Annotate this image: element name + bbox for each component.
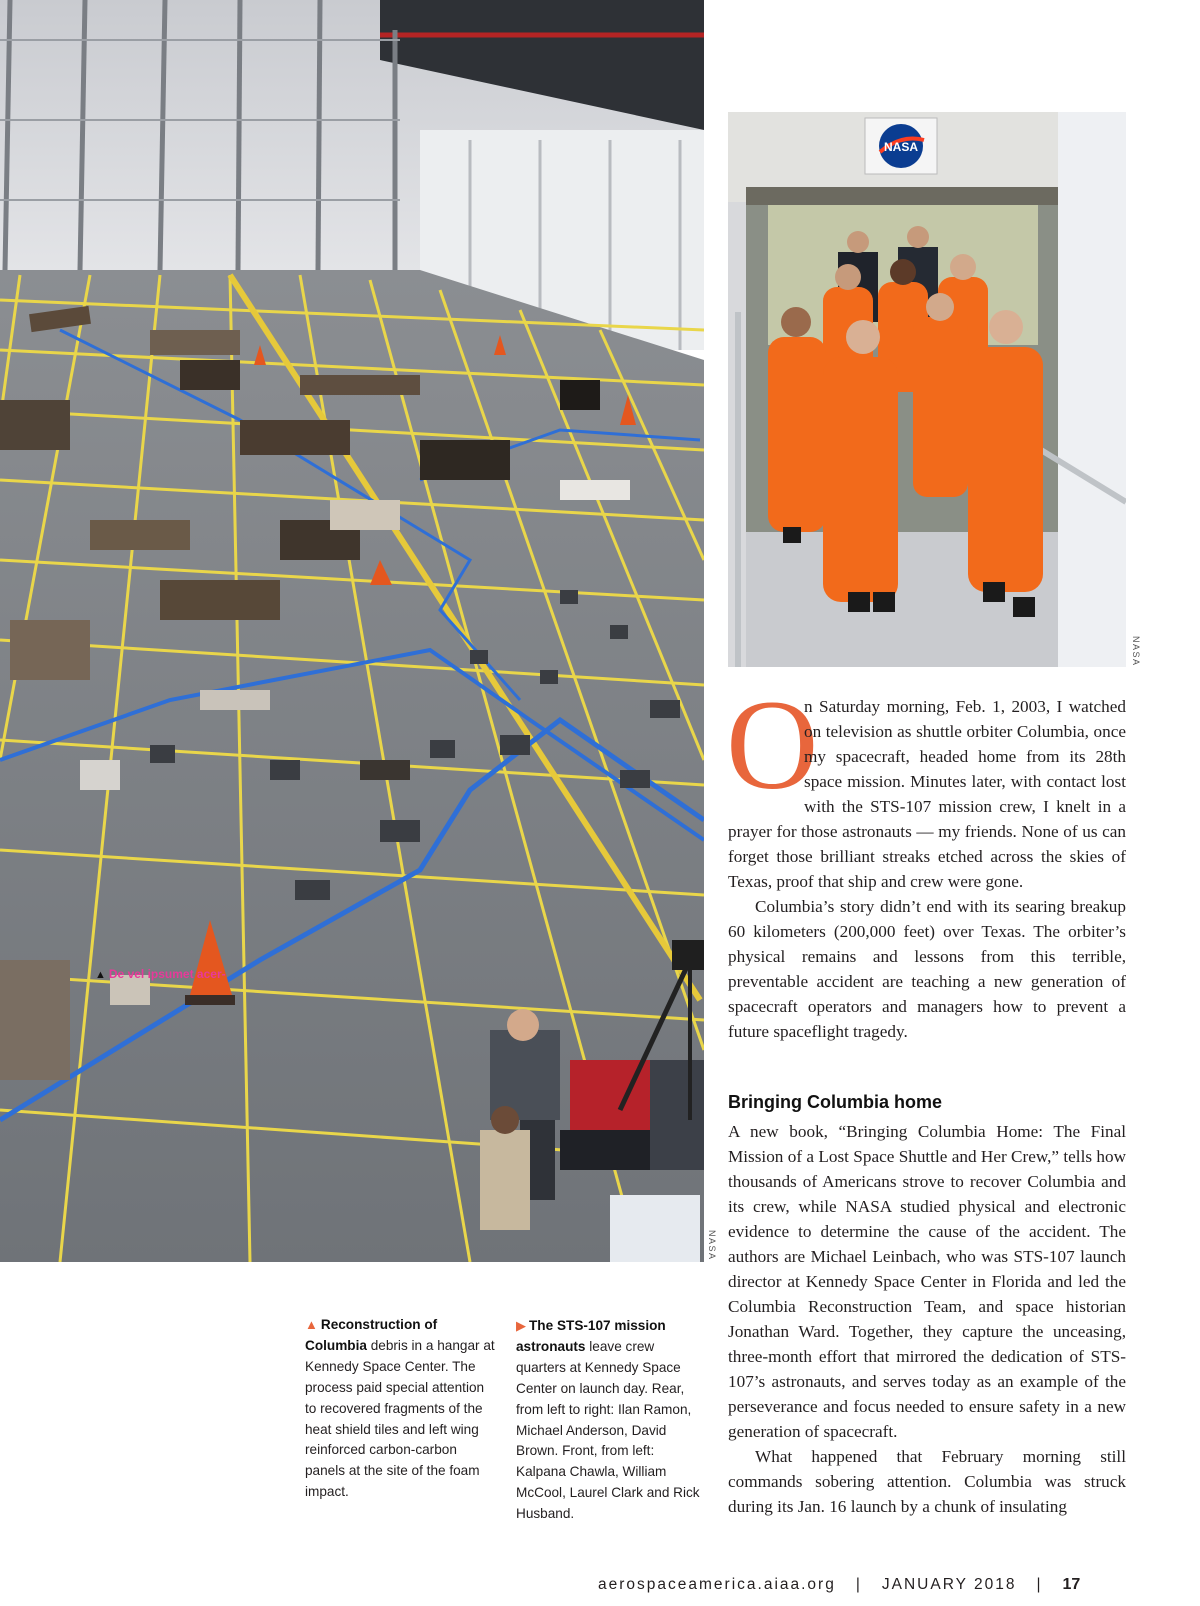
page-number: 17 — [1062, 1576, 1081, 1593]
crew-caption-bold: The STS-107 mission astronauts — [516, 1318, 666, 1354]
crew-photo — [728, 112, 1126, 667]
final-paragraph: What happened that February morning still commands sobering attention. Columbia was struck during its Jan. 16 launch by a chunk of insulating — [728, 1447, 1126, 1516]
triangle-icon: ▲ — [95, 969, 106, 981]
crew-scene — [728, 112, 1126, 667]
caption-right-triangle-icon: ▶ — [516, 1318, 526, 1333]
nasa-logo — [865, 118, 937, 174]
hangar-caption-bold: Reconstruction of Columbia — [305, 1317, 438, 1353]
page-footer — [598, 1576, 1080, 1594]
hangar-scene — [0, 0, 704, 1262]
footer-separator: | — [855, 1576, 862, 1593]
footer-separator: | — [1036, 1576, 1043, 1593]
article-body — [728, 1119, 1126, 1519]
hangar-caption-text: debris in a hangar at Kennedy Space Center. The process paid special attention to recovered fragments of the heat shield tiles and left wing reinforced carbon-carbon panels at the site of the foam impact. — [305, 1337, 495, 1500]
footer-date: JANUARY 2018 — [881, 1576, 1017, 1593]
caption-up-triangle-icon: ▲ — [305, 1317, 318, 1332]
crew-photo-credit: NASA — [1131, 636, 1141, 667]
hangar-debris-photo — [0, 0, 704, 1262]
nasa-logo-text: NASA — [883, 140, 919, 154]
second-paragraph: Columbia’s story didn’t end with its searing breakup 60 kilometers (200,000 feet) over Texas. The orbiter’s physical remains and lessons from this terrible, preventable accident are teaching a new generation of spacecraft operators and managers how to prevent a future spaceflight tragedy. — [728, 897, 1126, 1041]
intro-paragraph: n Saturday morning, Feb. 1, 2003, I watched on television as shuttle orbiter Columbia, once my spacecraft, headed home from its 28th space mission. Minutes later, with contact lost with the STS-107 mission crew, I knelt in a prayer for those astronauts — my friends. None of us can forget those brilliant streaks etched across the skies of Texas, proof that ship and crew were gone. — [728, 697, 1126, 891]
hangar-photo-credit: NASA — [707, 1230, 717, 1261]
crew-caption — [516, 1316, 706, 1525]
stray-placeholder-label — [95, 967, 226, 981]
article-intro — [726, 674, 1126, 1044]
hangar-caption — [305, 1315, 495, 1503]
stray-label-text: De vel ipsumet acer- — [108, 967, 226, 981]
crew-caption-text: leave crew quarters at Kennedy Space Center on launch day. Rear, from left to right: Ilan Ramon, Michael Anderson, David Brown. Front, from left: Kalpana Chawla, William McCool, Laurel Clark and Rick Husband. — [516, 1338, 700, 1522]
book-paragraph: A new book, “Bringing Columbia Home: The Final Mission of a Lost Space Shuttle and Her Crew,” tells how thousands of Americans strove to recover Columbia and its crew, while NASA studied physical and electronic evidence to determine the cause of the accident. The authors are Michael Leinbach, who was STS-107 launch director at Kennedy Space Center in Florida and led the Columbia Reconstruction Team, and space historian Jonathan Ward. Together, they capture the unceasing, three-month effort that mirrored the dedication of STS-107’s astronauts, and serves today as an example of the perseverance and focus needed to ensure safety in a new generation of spacecraft. — [728, 1122, 1126, 1441]
footer-site: aerospaceamerica.aiaa.org — [598, 1576, 836, 1593]
section-heading: Bringing Columbia home — [728, 1092, 942, 1112]
drop-cap: O — [726, 674, 819, 816]
